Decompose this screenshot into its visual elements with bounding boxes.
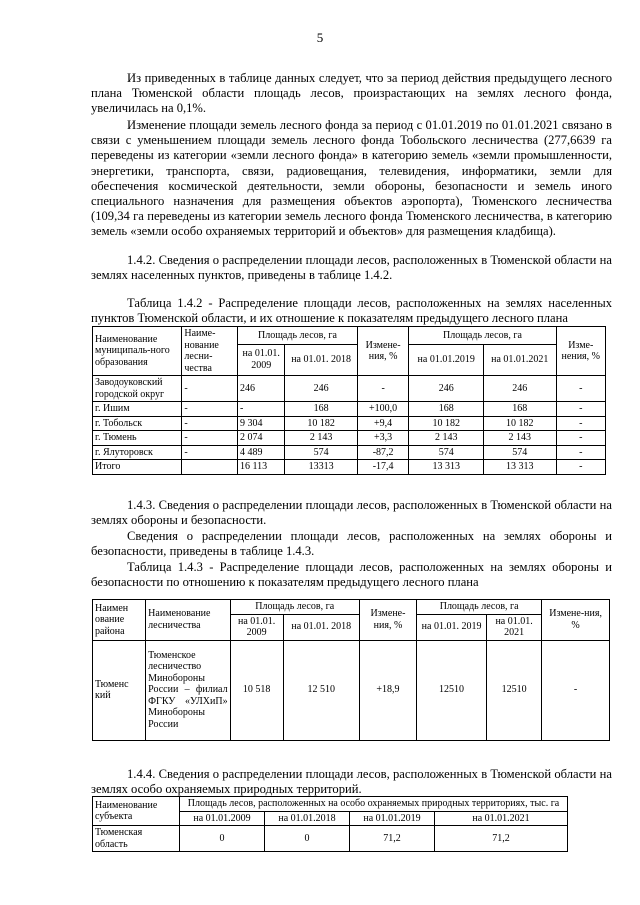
table-row [93,402,606,417]
table3-header-2019: на 01.01.2019 [350,811,435,826]
table-row [93,431,606,446]
cell-2019: 10 182 [409,416,484,431]
table1-header-change2: Изме-нения, % [556,327,605,376]
cell-forestry [182,460,238,475]
table2-header-2019: на 01.01. 2019 [417,614,487,640]
cell-forestry: - [182,416,238,431]
cell-change2: - [556,416,605,431]
cell-2021: 574 [484,445,557,460]
paragraph-area-change: Изменение площади земель лесного фонда за период с 01.01.2019 по 01.01.2021 связано в связи с уменьшением площади земель лесного фонда Тобольского лесничества (277,6639 га переведены из категории «земли лесного фонда» в категорию земель «земли промышленности, энергетики, транспорта, связи, радиовещания, телевидения, информатики, земли для обеспечения космической деятельности, земли обороны, безопасности и земель иного специального назначения для размещения объектов аэропорта), Тюменского лесничества (109,34 га переведены из категории земель лесного фонда Тюменского лесничества, в категорию земель «земли особо охраняемых территорий и объектов» для размещения кладбища). [91,118,612,239]
table1-header-area-current: Площадь лесов, га [409,327,556,345]
cell-2018: 13313 [285,460,358,475]
cell-forestry: - [182,445,238,460]
section-heading-1-4-3: 1.4.3. Сведения о распределении площади лесов, расположенных в Тюменской области на землях обороны и безопасности. [91,498,612,528]
table2-header-forestry: Наименование лесничества [146,600,230,641]
cell-change: +9,4 [357,416,409,431]
table-row [93,445,606,460]
table2-header-2009: на 01.01. 2009 [230,614,283,640]
cell-change: +100,0 [357,402,409,417]
cell-2018: 10 182 [285,416,358,431]
cell-change: - [357,376,409,402]
cell-name: г. Тобольск [93,416,182,431]
cell-name: г. Тюмень [93,431,182,446]
cell-2019: 13 313 [409,460,484,475]
table2-header-district: Наимен ование района [93,600,146,641]
table1-header-area-prev: Площадь лесов, га [238,327,358,345]
cell-name: г. Ишим [93,402,182,417]
table1-header-2019: на 01.01.2019 [409,344,484,375]
table2-header-change2: Измене-ния, % [542,600,610,641]
table3-header-area: Площадь лесов, расположенных на особо охраняемых природных территориях, тыс. га [180,797,568,812]
table2-header-area-prev: Площадь лесов, га [230,600,359,615]
table3-header-subject: Наименование субъекта [93,797,180,826]
table-1-4-2-caption: Таблица 1.4.2 - Распределение площади лесов, расположенных на землях населенных пунктов Тюменской области, и их отношение к показателям предыдущего лесного плана [91,296,612,326]
cell-2021: 168 [484,402,557,417]
cell-2021: 246 [484,376,557,402]
table-row [93,826,568,852]
cell-2009: 0 [180,826,265,852]
table1-header-forestry: Наиме-нование лесни-чества [182,327,238,376]
cell-forestry: - [182,402,238,417]
paragraph-defense: Сведения о распределении площади лесов, расположенных на землях обороны и безопасности, приведены в таблице 1.4.3. [91,529,612,559]
section-heading-1-4-4: 1.4.4. Сведения о распределении площади лесов, расположенных в Тюменской области на землях особо охраняемых природных территорий. [91,767,612,797]
table2-header-change: Измене-ния, % [359,600,416,641]
cell-2021: 13 313 [484,460,557,475]
cell-change: -17,4 [357,460,409,475]
cell-subject: Тюменская область [93,826,180,852]
cell-change2: - [556,376,605,402]
cell-name: Итого [93,460,182,475]
cell-2019: 574 [409,445,484,460]
table-row-total [93,460,606,475]
cell-name: г. Ялуторовск [93,445,182,460]
table2-header-2018: на 01.01. 2018 [283,614,359,640]
cell-change: +18,9 [359,640,416,740]
cell-forestry: - [182,376,238,402]
cell-change: -87,2 [357,445,409,460]
cell-change2: - [556,445,605,460]
table-row [93,376,606,402]
table-row [93,416,606,431]
section-heading-1-4-2: 1.4.2. Сведения о распределении площади лесов, расположенных в Тюменской области на землях населенных пунктов, приведены в таблице 1.4.2. [91,253,612,283]
page-number: 5 [316,30,324,45]
table-row [93,640,610,740]
cell-2021: 12510 [486,640,541,740]
table1-header-2021: на 01.01.2021 [484,344,557,375]
paragraph-conclusion: Из приведенных в таблице данных следует, что за период действия предыдущего лесного плана Тюменской области площадь лесов, произрастающих на землях лесного фонда, увеличилась на 0,1%. [91,71,612,116]
cell-change: +3,3 [357,431,409,446]
cell-2009: 10 518 [230,640,283,740]
table-1-4-4 [92,796,568,852]
cell-2009: 4 489 [238,445,285,460]
table1-header-2009: на 01.01. 2009 [238,344,285,375]
table3-header-2009: на 01.01.2009 [180,811,265,826]
cell-2019: 12510 [417,640,487,740]
cell-2018: 0 [265,826,350,852]
cell-2018: 246 [285,376,358,402]
table1-header-municipality: Наименование муниципаль-ного образования [93,327,182,376]
cell-district: Тюменс кий [93,640,146,740]
cell-2019: 168 [409,402,484,417]
table1-header-change: Измене-ния, % [357,327,409,376]
cell-forestry: Тюменское лесничество Минобороны России – филиал ФГКУ «УЛХиП» Минобороны России [146,640,230,740]
cell-2018: 574 [285,445,358,460]
cell-2018: 12 510 [283,640,359,740]
table3-header-2021: на 01.01.2021 [435,811,568,826]
cell-change2: - [556,431,605,446]
table-1-4-3 [92,599,610,741]
cell-2019: 71,2 [350,826,435,852]
cell-2009: 16 113 [238,460,285,475]
table-1-4-3-caption: Таблица 1.4.3 - Распределение площади лесов, расположенных на землях обороны и безопасности по отношению к показателям предыдущего лесного плана [91,560,612,590]
table3-header-2018: на 01.01.2018 [265,811,350,826]
cell-2009: 246 [238,376,285,402]
table-1-4-2 [92,326,606,475]
table2-header-area-current: Площадь лесов, га [417,600,542,615]
cell-2021: 2 143 [484,431,557,446]
cell-2019: 246 [409,376,484,402]
cell-change2: - [556,402,605,417]
table2-header-2021: на 01.01. 2021 [486,614,541,640]
cell-2021: 10 182 [484,416,557,431]
cell-2018: 168 [285,402,358,417]
cell-2009: - [238,402,285,417]
cell-2018: 2 143 [285,431,358,446]
cell-change2: - [556,460,605,475]
cell-2019: 2 143 [409,431,484,446]
cell-2009: 9 304 [238,416,285,431]
cell-2021: 71,2 [435,826,568,852]
cell-change2: - [542,640,610,740]
table1-header-2018: на 01.01. 2018 [285,344,358,375]
cell-name: Заводоуковский городской округ [93,376,182,402]
cell-forestry: - [182,431,238,446]
cell-2009: 2 074 [238,431,285,446]
